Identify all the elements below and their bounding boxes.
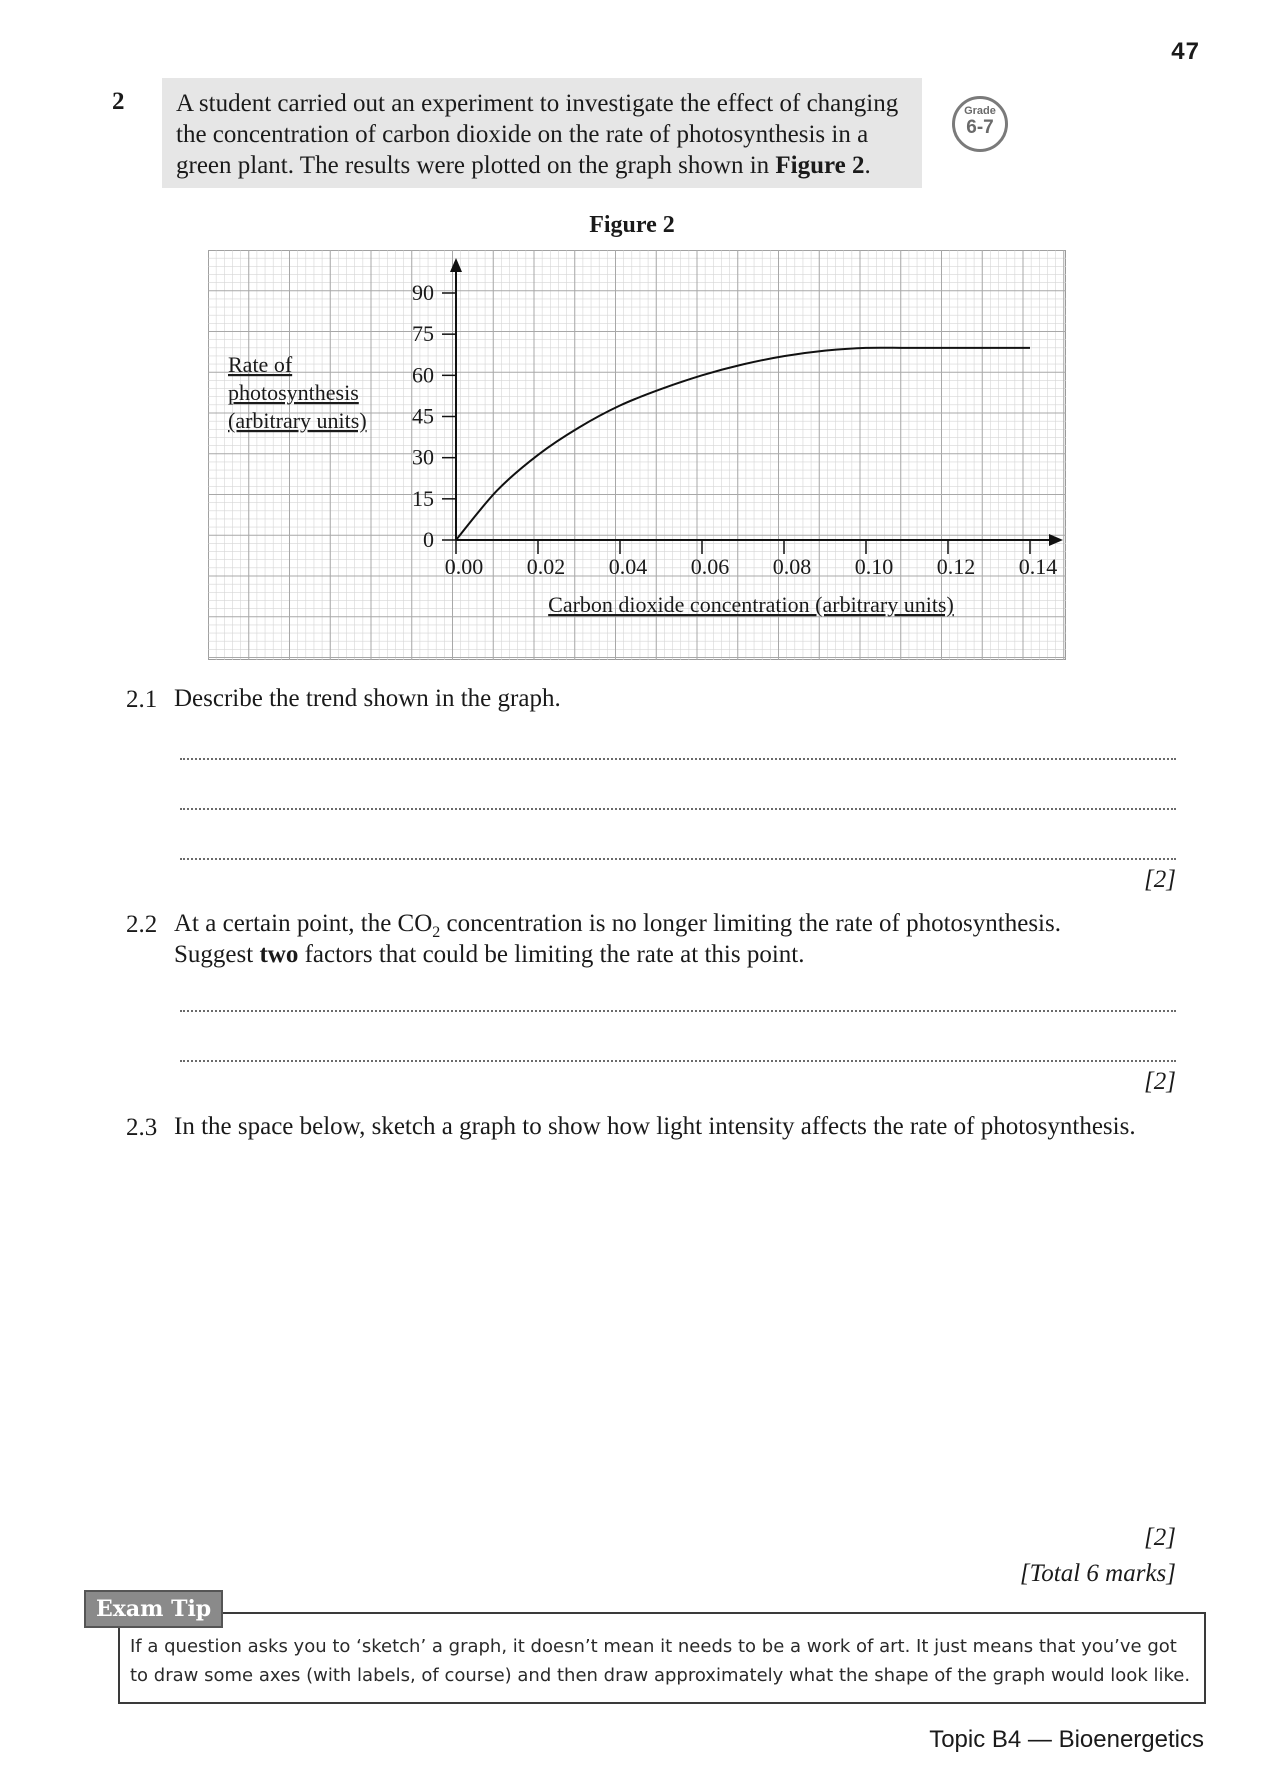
y-tick-label: 15 (412, 485, 434, 511)
chart-svg (208, 250, 1066, 660)
intro-figure-ref: Figure 2 (775, 152, 865, 179)
y-axis-label-line: (arbitrary units) (228, 408, 367, 433)
y-axis-label-line: photosynthesis (228, 380, 359, 405)
answer-line (180, 758, 1176, 760)
q22-text-b: concentration is no longer limiting the rate of photosynthesis. (440, 910, 1061, 937)
exam-tip-text: If a question asks you to ‘sketch’ a graph, it doesn’t mean it needs to be a work of art. It just means that you’ve got to draw some axes (with labels, of course) and then draw approximately what the shape of the graph would look like. (130, 1636, 1191, 1686)
q23-text: In the space below, sketch a graph to show how light intensity affects the rate of photosynthesis. (174, 1113, 1136, 1140)
q22-subscript: 2 (432, 924, 441, 941)
y-tick-label: 30 (412, 444, 434, 470)
answer-line (180, 1060, 1176, 1062)
exam-tip-label: Exam Tip (84, 1590, 223, 1628)
q21-marks: [2] (1144, 866, 1176, 893)
answer-line (180, 858, 1176, 860)
y-tick-label: 90 (412, 280, 434, 305)
x-tick-label: 0.12 (936, 554, 976, 579)
figure-graph (208, 250, 1066, 660)
x-tick-label: 0.10 (854, 554, 894, 579)
intro-end: . (864, 152, 871, 179)
answer-line (180, 1010, 1176, 1012)
q23-marks: [2] (1144, 1524, 1176, 1551)
y-tick-label: 45 (412, 403, 434, 429)
footer-topic: Topic B4 — Bioenergetics (929, 1726, 1204, 1753)
y-axis-label-line: Rate of (228, 352, 293, 377)
q22-text-line2 (174, 939, 804, 970)
q22-marks: [2] (1144, 1068, 1176, 1095)
x-tick-label: 0.02 (526, 554, 566, 579)
page-number: 47 (1171, 38, 1200, 65)
intro-text: A student carried out an experiment to investigate the effect of changing the concentration of carbon dioxide on the rate of photosynthesis in a green plant. The results were plotted on the graph shown in (176, 90, 899, 179)
question-number: 2 (112, 88, 125, 115)
y-tick-label: 75 (412, 321, 434, 347)
q21-number: 2.1 (126, 686, 158, 713)
x-tick-label: 0.00 (444, 554, 484, 579)
q23-number: 2.3 (126, 1114, 158, 1141)
question-intro (162, 78, 922, 188)
y-tick-label: 60 (412, 362, 434, 388)
q21-text: Describe the trend shown in the graph. (174, 685, 561, 712)
x-tick-label: 0.14 (1018, 554, 1058, 579)
answer-line (180, 808, 1176, 810)
q22-line2-bold: two (259, 941, 299, 968)
x-tick-label: 0.06 (690, 554, 730, 579)
q22-number: 2.2 (126, 911, 158, 938)
q22-line2-a: Suggest (174, 941, 260, 968)
grade-label: Grade (964, 105, 996, 117)
exam-tip-box (118, 1612, 1206, 1704)
q22-line2-b: factors that could be limiting the rate at this point. (298, 941, 805, 968)
grade-value: 6-7 (966, 117, 994, 138)
x-tick-label: 0.04 (608, 554, 648, 579)
total-marks: [Total 6 marks] (1019, 1560, 1176, 1587)
x-tick-label: 0.08 (772, 554, 812, 579)
figure-title: Figure 2 (589, 212, 675, 238)
x-axis-label: Carbon dioxide concentration (arbitrary units) (548, 592, 954, 617)
grade-badge (952, 96, 1008, 152)
y-tick-label: 0 (423, 527, 434, 552)
q22-text-a: At a certain point, the CO (174, 910, 433, 937)
